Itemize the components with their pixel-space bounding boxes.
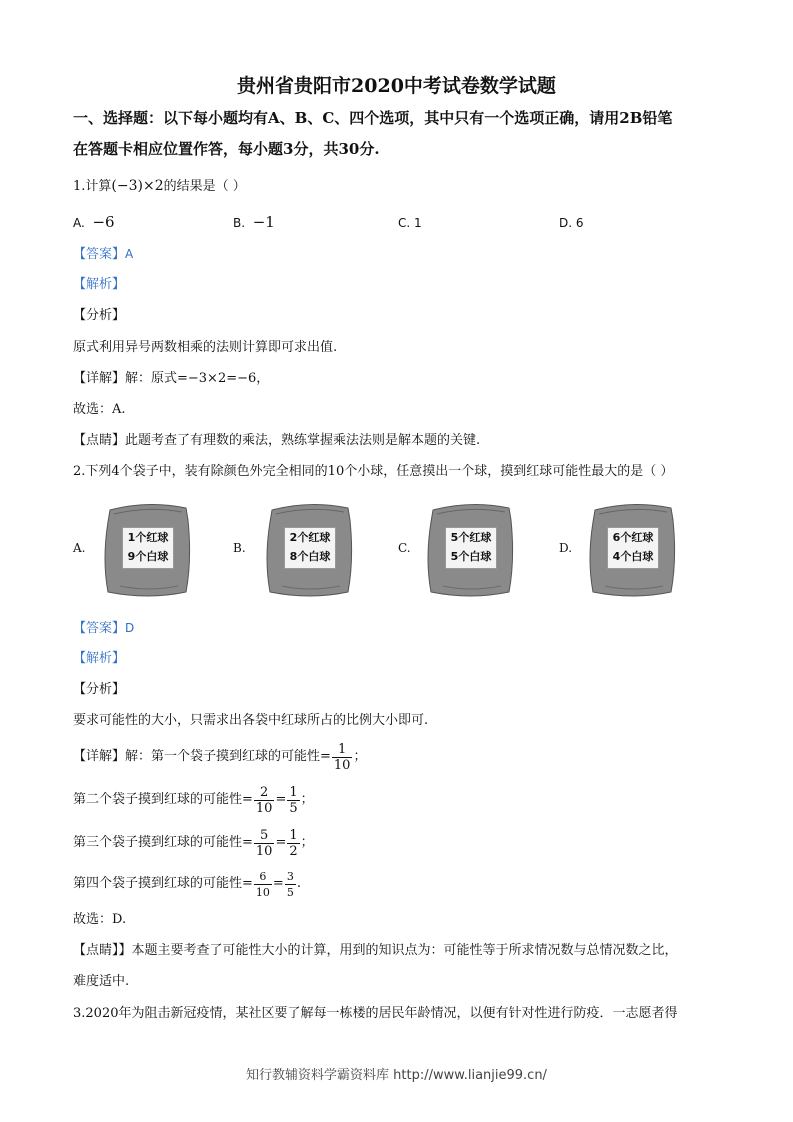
bag-a-tag: 1个红球 9个白球 <box>122 527 174 569</box>
q2-choice: 故选：D. <box>73 912 127 927</box>
q2-bag-b-label: B. <box>233 541 246 555</box>
q2-comment-line-2: 难度适中. <box>73 974 130 989</box>
q1-analysis-tag: 【解析】 <box>73 277 126 292</box>
bag-c-tag: 5个红球 5个白球 <box>445 527 497 569</box>
q1-stem: 1.计算(−3)×2的结果是（ ） <box>73 178 246 194</box>
footer-source: 知行教辅资料学霸资料库 http://www.lianjie99.cn/ <box>246 1068 547 1083</box>
q1-expression: (−3)×2 <box>111 178 164 194</box>
q1-detail: 【详解】解：原式=−3×2=−6， <box>73 371 270 386</box>
q2-analysis-tag: 【解析】 <box>73 651 126 666</box>
q2-bag-a <box>100 500 196 600</box>
q2-bag-c <box>423 500 519 600</box>
q2-bag-d-label: D. <box>559 541 573 555</box>
q2-answer: 【答案】D <box>73 621 135 636</box>
fraction: $\frac{5}{10}$ <box>255 827 273 859</box>
q2-comment-line-1: 【点睛】】本题主要考查了可能性大小的计算，用到的知识点为：可能性等于所求情况数与总情况数之比， <box>73 943 678 958</box>
q1-option-a: A. −6 <box>73 213 115 231</box>
q2-detail-line-3: 第三个袋子摸到红球的可能性= $\frac{5}{10}$ = $\frac{1}{2}$ ； <box>73 827 314 859</box>
q2-fenxi-tag: 【分析】 <box>73 682 126 697</box>
q1-option-c: C. 1 <box>398 216 422 230</box>
q1-option-b: B. −1 <box>233 213 275 231</box>
q1-choice: 故选：A. <box>73 402 126 417</box>
q1-option-d: D. 6 <box>559 216 584 230</box>
q2-bag-c-label: C. <box>398 541 411 555</box>
q1-comment: 【点睛】此题考查了有理数的乘法，熟练掌握乘法法则是解本题的关键. <box>73 433 481 448</box>
q2-stem: 2.下列4个袋子中，装有除颜色外完全相同的10个小球，任意摸出一个球，摸到红球可能性最大的是（ ） <box>73 464 674 479</box>
q1-answer: 【答案】A <box>73 247 134 262</box>
fraction: $\frac{1}{2}$ <box>289 827 298 859</box>
section-heading-line-1: 一、选择题：以下每小题均有A、B、C、四个选项，其中只有一个选项正确，请用2B铅笔 <box>73 109 673 127</box>
q1-fenxi-text: 原式利用异号两数相乘的法则计算即可求出值. <box>73 340 338 355</box>
fraction: $\frac{3}{5}$ <box>286 869 294 899</box>
bag-b-tag: 2个红球 8个白球 <box>284 527 336 569</box>
q2-detail-line-1: 【详解】解：第一个袋子摸到红球的可能性= $\frac{1}{10}$ ； <box>73 741 367 773</box>
page-title: 贵州省贵阳市2020中考试卷数学试题 <box>237 75 556 97</box>
bag-d-tag: 6个红球 4个白球 <box>607 527 659 569</box>
fraction: $\frac{1}{5}$ <box>289 784 298 816</box>
q1-fenxi-tag: 【分析】 <box>73 308 126 323</box>
fraction: $\frac{2}{10}$ <box>255 784 273 816</box>
q2-detail-line-4: 第四个袋子摸到红球的可能性= $\frac{6}{10}$ = $\frac{3}{5}$ . <box>73 869 301 899</box>
q2-bag-a-label: A. <box>73 541 86 555</box>
q2-bag-b <box>262 500 358 600</box>
q2-bag-d <box>585 500 681 600</box>
section-heading-line-2: 在答题卡相应位置作答，每小题3分，共30分. <box>73 140 380 158</box>
q2-fenxi-text: 要求可能性的大小，只需求出各袋中红球所占的比例大小即可. <box>73 713 429 728</box>
fraction: $\frac{1}{10}$ <box>333 741 351 773</box>
fraction: $\frac{6}{10}$ <box>255 869 270 899</box>
q3-stem: 3.2020年为阻击新冠疫情，某社区要了解每一栋楼的居民年龄情况，以便有针对性进行防疫．一志愿者得 <box>73 1006 678 1021</box>
q2-detail-line-2: 第二个袋子摸到红球的可能性= $\frac{2}{10}$ = $\frac{1}{5}$ ； <box>73 784 314 816</box>
